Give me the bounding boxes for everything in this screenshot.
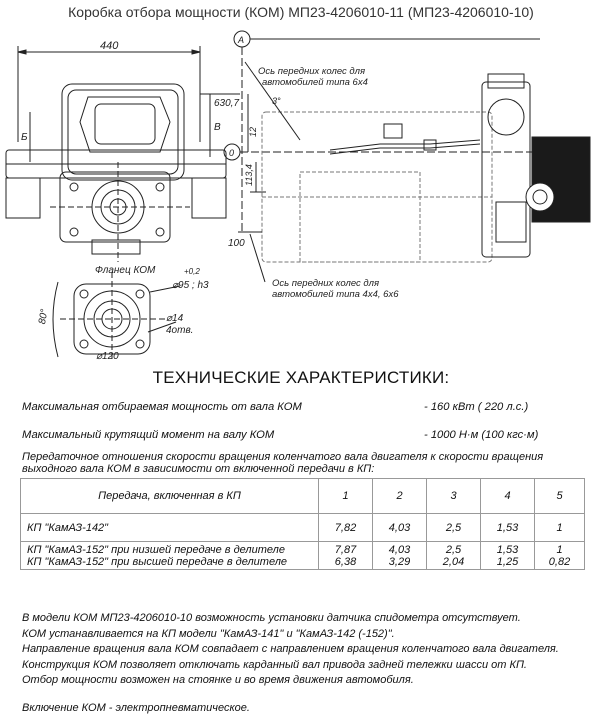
value-high: 2,04: [442, 555, 465, 568]
note-line: Направление вращения вала КОМ совпадает с направлением вращения коленчатого вала двигателя.: [22, 643, 559, 655]
page-title: Коробка отбора мощности (КОМ) МП23-4206010-11 (МП23-4206010-10): [68, 4, 534, 20]
table-row: [21, 514, 585, 542]
notes-block: [22, 611, 559, 689]
holes: 4отв.: [166, 325, 194, 336]
value-low: 4,03: [388, 543, 411, 556]
axis-6x4-line2: автомобилей типа 6х4: [262, 77, 368, 88]
table-row-kamaz152: [21, 542, 585, 570]
note-line: В модели КОМ МП23-4206010-10 возможность установки датчика спидометра отсутствует.: [22, 612, 521, 624]
row-label-low: КП "КамАЗ-152" при низшей передаче в делителе: [27, 543, 285, 556]
technical-drawing: [0, 22, 602, 362]
note-line: КОМ устанавливается на КП модели "КамАЗ-141" и "КамАЗ-142 (-152)".: [22, 627, 395, 640]
dia-14: ⌀14: [166, 313, 184, 324]
dia-120: ⌀120: [96, 351, 119, 362]
row-label: КП "КамАЗ-142": [21, 514, 319, 542]
dia-95: ⌀95 ; h3: [172, 280, 209, 291]
axis-6x4-line1: Ось передних колес для: [258, 66, 366, 77]
gear-5-header: 5: [535, 479, 585, 514]
dim-113: 113,4: [244, 164, 254, 186]
gear-1-header: 1: [319, 479, 373, 514]
table-header-label: Передача, включенная в КП: [21, 479, 319, 514]
value-high: 1,25: [496, 555, 519, 568]
axis-4x4-line2: автомобилей типа 4х4, 6х6: [272, 289, 399, 300]
angle-80: 80°: [37, 308, 51, 326]
value-low: 2,5: [445, 543, 462, 556]
value-low: 7,87: [334, 543, 357, 556]
value-high: 0,82: [548, 555, 571, 568]
gear-4-header: 4: [481, 479, 535, 514]
power-value: - 160 кВт ( 220 л.с.): [424, 401, 529, 413]
value-high: 6,38: [334, 555, 357, 568]
circle-a: А: [238, 35, 245, 45]
tol-upper: +0,2: [184, 267, 200, 276]
angle-3: 3°: [272, 96, 281, 106]
row-value: 1,53: [481, 514, 535, 542]
axis-4x4-line1: Ось передних колес для: [272, 278, 380, 289]
dim-100: 100: [228, 238, 245, 249]
label-b: Б: [21, 132, 28, 143]
note-line: Конструкция КОМ позволяет отключать карданный вал привода задней тележки шасси от КП.: [22, 658, 527, 671]
power-label: Максимальная отбираемая мощность от вала КОМ: [22, 401, 302, 413]
circle-0: 0: [229, 148, 235, 158]
ratio-table: [20, 478, 585, 570]
row-label-stack: [21, 542, 319, 570]
row-value: 2,5: [427, 514, 481, 542]
gear-2-header: 2: [373, 479, 427, 514]
ratio-intro-line2: выходного вала КОМ в зависимости от включенной передачи в КП:: [22, 463, 375, 475]
row-value: 7,82: [319, 514, 373, 542]
footer-note: Включение КОМ - электропневматическое.: [22, 702, 250, 714]
ratio-intro: [22, 451, 543, 475]
row-label-high: КП "КамАЗ-152" при высшей передаче в делителе: [27, 555, 288, 568]
dim-630: 630,7: [214, 98, 240, 109]
ratio-intro-line1: Передаточное отношения скорости вращения коленчатого вала двигателя к скорости вращения: [22, 451, 544, 463]
torque-value: - 1000 Н·м (100 кгс·м): [424, 429, 539, 441]
gear-3-header: 3: [427, 479, 481, 514]
dim-12: 12: [248, 126, 258, 137]
row-value: 1: [535, 514, 585, 542]
value-high: 3,29: [388, 555, 411, 568]
torque-label: Максимальный крутящий момент на валу КОМ: [22, 429, 275, 441]
table-header-row: [21, 479, 585, 514]
dim-440: 440: [100, 40, 119, 52]
row-value: 4,03: [373, 514, 427, 542]
flange-label: Фланец КОМ: [95, 265, 156, 276]
value-low: 1: [556, 543, 563, 556]
specs-heading: ТЕХНИЧЕСКИЕ ХАРАКТЕРИСТИКИ:: [152, 368, 450, 387]
note-line: Отбор мощности возможен на стоянке и во время движения автомобиля.: [22, 674, 414, 686]
label-v: В: [214, 122, 221, 133]
value-low: 1,53: [496, 543, 519, 556]
